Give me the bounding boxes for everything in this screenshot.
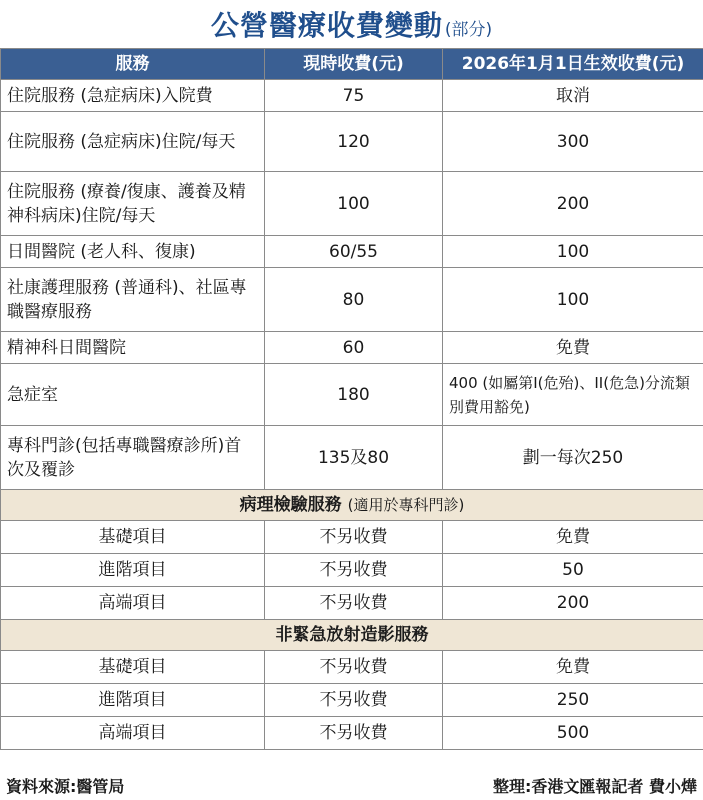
table-row	[1, 651, 703, 684]
table-row	[1, 521, 703, 554]
service-cell: 住院服務 (急症病床)住院/每天	[1, 112, 265, 172]
service-cell: 專科門診(包括專職醫療診所)首次及覆診	[1, 426, 265, 490]
new-fee-cell: 免費	[443, 332, 703, 364]
new-fee-cell: 100	[443, 236, 703, 268]
section-header-radiology	[1, 620, 703, 651]
new-fee-cell: 200	[443, 587, 703, 620]
current-fee-cell: 75	[265, 80, 443, 112]
table-row	[1, 426, 703, 490]
section-title: 非緊急放射造影服務	[275, 625, 429, 645]
table-row	[1, 172, 703, 236]
footer	[0, 770, 703, 800]
current-fee-cell: 120	[265, 112, 443, 172]
current-fee-cell: 60	[265, 332, 443, 364]
table-row	[1, 236, 703, 268]
current-fee-cell: 不另收費	[265, 521, 443, 554]
source-note: 資料來源:醫管局	[6, 776, 125, 796]
section-header-pathology	[1, 490, 703, 521]
table-row	[1, 364, 703, 426]
header-new-fee: 2026年1月1日生效收費(元)	[443, 49, 703, 80]
table-row	[1, 554, 703, 587]
table-header-row	[1, 49, 703, 80]
title-sub: (部分)	[444, 19, 493, 40]
section-title: 病理檢驗服務	[239, 495, 342, 515]
new-fee-cell: 取消	[443, 80, 703, 112]
item-cell: 高端項目	[1, 717, 265, 750]
new-fee-cell: 免費	[443, 521, 703, 554]
section-note: (適用於專科門診)	[347, 496, 465, 514]
header-current-fee: 現時收費(元)	[265, 49, 443, 80]
service-cell: 住院服務 (急症病床)入院費	[1, 80, 265, 112]
current-fee-cell: 180	[265, 364, 443, 426]
current-fee-cell: 135及80	[265, 426, 443, 490]
current-fee-cell: 不另收費	[265, 587, 443, 620]
new-fee-cell: 免費	[443, 651, 703, 684]
table-row	[1, 332, 703, 364]
new-fee-cell: 劃一每次250	[443, 426, 703, 490]
current-fee-cell: 不另收費	[265, 717, 443, 750]
service-cell: 急症室	[1, 364, 265, 426]
item-cell: 高端項目	[1, 587, 265, 620]
item-cell: 基礎項目	[1, 521, 265, 554]
service-cell: 日間醫院 (老人科、復康)	[1, 236, 265, 268]
credit-note: 整理:香港文匯報記者 費小燁	[493, 776, 697, 796]
item-cell: 基礎項目	[1, 651, 265, 684]
current-fee-cell: 不另收費	[265, 554, 443, 587]
service-cell: 社康護理服務 (普通科)、社區專職醫療服務	[1, 268, 265, 332]
table-row	[1, 80, 703, 112]
current-fee-cell: 不另收費	[265, 684, 443, 717]
new-fee-cell: 250	[443, 684, 703, 717]
title-main: 公營醫療收費變動	[210, 9, 443, 42]
service-cell: 住院服務 (療養/復康、護養及精神科病床)住院/每天	[1, 172, 265, 236]
table-row	[1, 112, 703, 172]
new-fee-cell: 500	[443, 717, 703, 750]
new-fee-cell: 100	[443, 268, 703, 332]
table-row	[1, 684, 703, 717]
item-cell: 進階項目	[1, 554, 265, 587]
table-row	[1, 587, 703, 620]
service-cell: 精神科日間醫院	[1, 332, 265, 364]
table-row	[1, 268, 703, 332]
new-fee-cell: 200	[443, 172, 703, 236]
page-title	[0, 0, 703, 48]
fee-table	[0, 48, 703, 750]
current-fee-cell: 60/55	[265, 236, 443, 268]
item-cell: 進階項目	[1, 684, 265, 717]
header-service: 服務	[1, 49, 265, 80]
new-fee-cell: 400 (如屬第I(危殆)、II(危急)分流類別費用豁免)	[443, 364, 703, 426]
new-fee-cell: 50	[443, 554, 703, 587]
current-fee-cell: 100	[265, 172, 443, 236]
current-fee-cell: 80	[265, 268, 443, 332]
new-fee-cell: 300	[443, 112, 703, 172]
table-row	[1, 717, 703, 750]
current-fee-cell: 不另收費	[265, 651, 443, 684]
